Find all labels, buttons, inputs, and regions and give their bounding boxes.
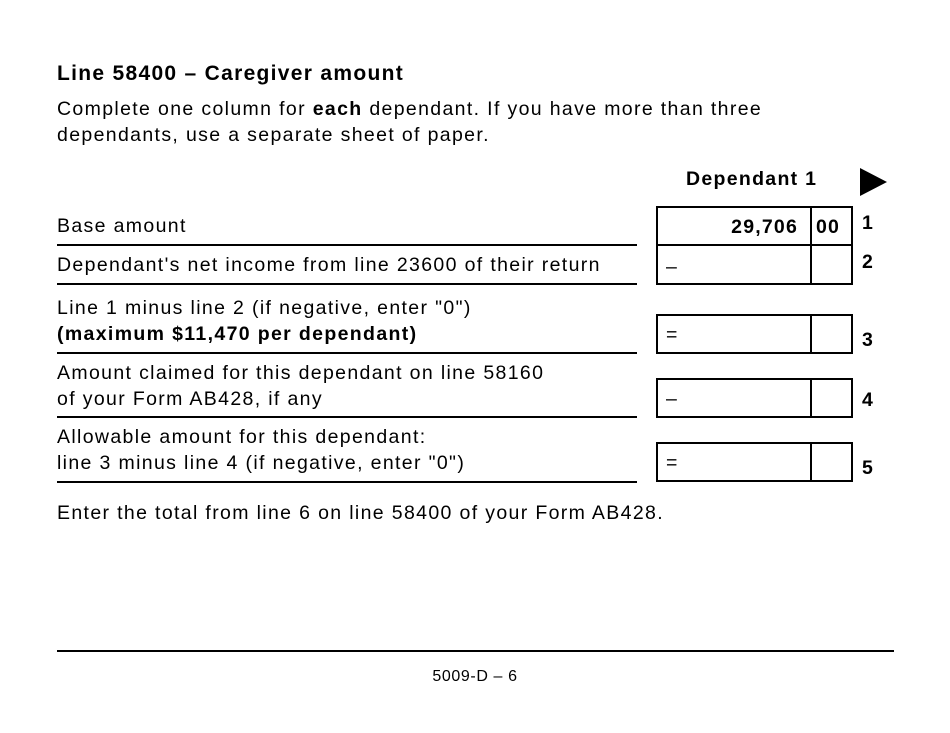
intro-part2: dependant. If you have more than three — [362, 98, 763, 120]
line-4-sign: – — [666, 388, 677, 410]
line-3-label-text: Line 1 minus line 2 (if negative, enter "0") — [57, 297, 472, 319]
intro-line-2: dependants, use a separate sheet of paper. — [57, 124, 490, 146]
right-arrow-icon — [860, 168, 887, 196]
intro-bold: each — [312, 98, 363, 120]
line-5-label-text: Allowable amount for this dependant: — [57, 426, 427, 448]
line-5-label-text-2: line 3 minus line 4 (if negative, enter "0") — [57, 452, 466, 474]
line-3-sign: = — [666, 324, 678, 346]
line-1-number: 1 — [862, 212, 873, 234]
line-1-label: Base amount — [57, 215, 187, 237]
cents-divider — [810, 316, 812, 352]
line-3-amount-field[interactable] — [656, 314, 853, 354]
line-1-cents: 00 — [816, 216, 841, 238]
line-2-amount-field[interactable] — [656, 244, 853, 285]
section-title: Line 58400 – Caregiver amount — [57, 62, 404, 85]
intro-part1: Complete one column for — [57, 98, 313, 120]
line-3-rule — [57, 352, 637, 354]
line-4-amount-field[interactable] — [656, 378, 853, 418]
line-5-sign: = — [666, 452, 678, 474]
intro-line-1 — [57, 96, 762, 122]
total-instruction: Enter the total from line 6 on line 58400 of your Form AB428. — [57, 502, 664, 524]
line-5-rule — [57, 481, 637, 483]
line-5-number: 5 — [862, 457, 873, 479]
line-1-dollars: 29,706 — [731, 216, 798, 238]
cents-divider — [810, 208, 812, 244]
intro-text — [57, 96, 762, 148]
page-footer: 5009-D – 6 — [432, 668, 518, 685]
line-4-label — [57, 360, 544, 412]
line-3-label-bold — [57, 321, 472, 347]
line-4-label-text-2: of your Form AB428, if any — [57, 388, 323, 410]
cents-divider — [810, 246, 812, 283]
line-3-maximum: (maximum $11,470 per dependant) — [57, 323, 418, 345]
line-3-label — [57, 295, 472, 347]
footer-rule — [57, 650, 894, 652]
line-5-label — [57, 424, 465, 476]
line-2-label: Dependant's net income from line 23600 of their return — [57, 254, 601, 276]
line-1-rule — [57, 244, 637, 246]
line-4-rule — [57, 416, 637, 418]
line-2-sign: – — [666, 256, 677, 278]
cents-divider — [810, 444, 812, 480]
line-1-amount-field[interactable] — [656, 206, 853, 246]
dependant-column-header: Dependant 1 — [686, 168, 818, 190]
cents-divider — [810, 380, 812, 416]
line-4-number: 4 — [862, 389, 873, 411]
line-2-number: 2 — [862, 251, 873, 273]
line-5-amount-field[interactable] — [656, 442, 853, 482]
line-2-rule — [57, 283, 637, 285]
line-4-label-text: Amount claimed for this dependant on line 58160 — [57, 362, 545, 384]
line-3-number: 3 — [862, 329, 873, 351]
